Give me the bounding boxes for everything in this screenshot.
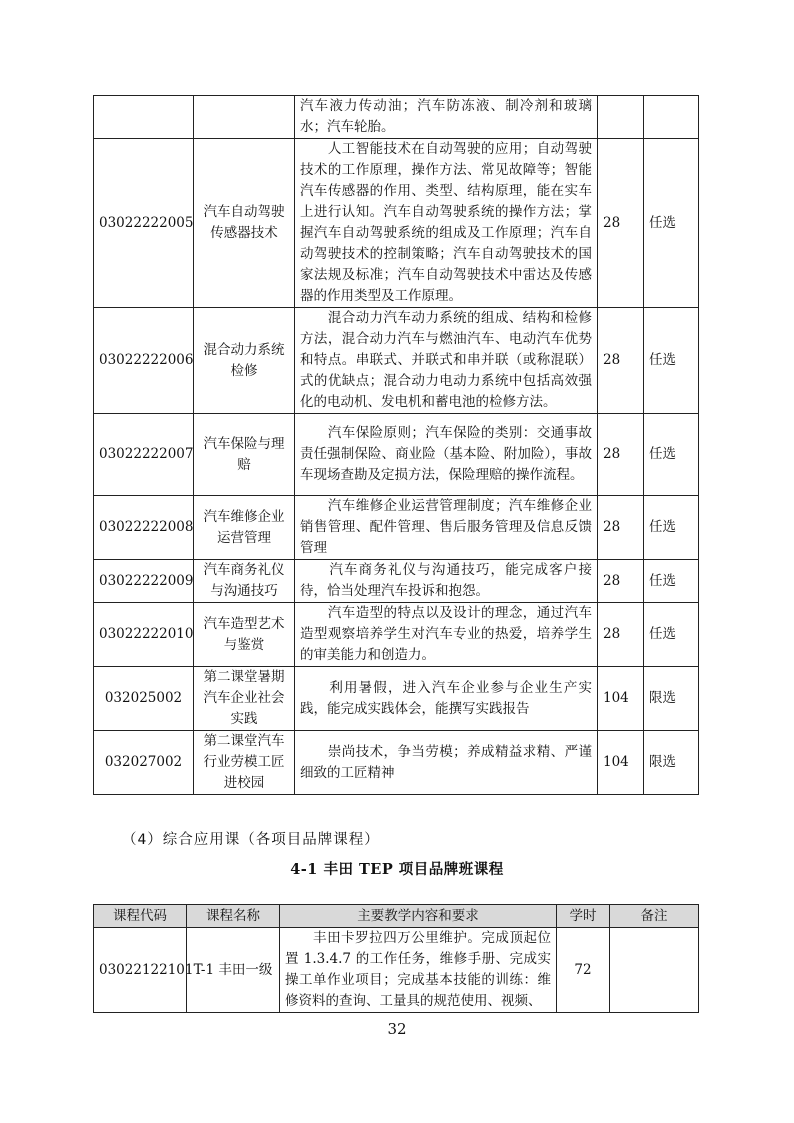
- course-hours: 28: [598, 603, 644, 667]
- course-content: 混合动力汽车动力系统的组成、结构和检修方法，混合动力汽车与燃油汽车、电动汽车优势和特点。串联式、并联式和串并联（或称混联）式的优缺点；混合动力电动力系统中包括高效强化的电动机、发电机和蓄电池的检修方法。: [295, 308, 598, 414]
- course-name: 汽车商务礼仪与沟通技巧: [194, 560, 295, 603]
- course-note: [610, 928, 699, 1013]
- table-row: [94, 603, 699, 667]
- table-row: [94, 414, 699, 496]
- course-content: 崇尚技术，争当劳模；养成精益求精、严谨细致的工匠精神: [295, 731, 598, 795]
- table-row: [94, 308, 699, 414]
- course-code: 03022222006: [94, 308, 194, 414]
- course-name: 第二课堂暑期汽车企业社会实践: [194, 667, 295, 731]
- course-code: 032025002: [94, 667, 194, 731]
- tep-course-table: [93, 904, 699, 1013]
- course-code: 032027002: [94, 731, 194, 795]
- course-hours: 28: [598, 139, 644, 308]
- table-row: [94, 139, 699, 308]
- course-code: 03022122101: [94, 928, 187, 1013]
- column-header: 主要教学内容和要求: [280, 905, 557, 928]
- course-name: 汽车自动驾驶传感器技术: [194, 139, 295, 308]
- course-code: 03022222010: [94, 603, 194, 667]
- course-content: 汽车造型的特点以及设计的理念，通过汽车造型观察培养学生对汽车专业的热爱，培养学生的审美能力和创造力。: [295, 603, 598, 667]
- course-name: 汽车维修企业运营管理: [194, 496, 295, 560]
- table-row: [94, 560, 699, 603]
- table-row: [94, 731, 699, 795]
- page-number: 32: [387, 1020, 407, 1038]
- course-hours: [598, 96, 644, 139]
- column-header: 学时: [557, 905, 610, 928]
- column-header: 备注: [610, 905, 699, 928]
- course-code: 03022222008: [94, 496, 194, 560]
- course-hours: 104: [598, 667, 644, 731]
- course-name: 混合动力系统检修: [194, 308, 295, 414]
- course-name: T-1 丰田一级: [187, 928, 280, 1013]
- column-header: 课程代码: [94, 905, 187, 928]
- course-content: 汽车保险原则；汽车保险的类别：交通事故责任强制保险、商业险（基本险、附加险），事故车现场查勘及定损方法，保险理赔的操作流程。: [295, 414, 598, 496]
- course-content: 汽车液力传动油；汽车防冻液、制冷剂和玻璃水；汽车轮胎。: [295, 96, 598, 139]
- course-code: 03022222005: [94, 139, 194, 308]
- table-row: [94, 667, 699, 731]
- section-heading: （4）综合应用课（各项目品牌课程）: [122, 832, 380, 848]
- table-header-row: [94, 905, 699, 928]
- course-type: 任选: [644, 308, 699, 414]
- course-content: 人工智能技术在自动驾驶的应用；自动驾驶技术的工作原理，操作方法、常见故障等；智能汽车传感器的作用、类型、结构原理，能在实车上进行认知。汽车自动驾驶系统的操作方法；掌握汽车自动驾驶系统的组成及工作原理；汽车自动驾驶技术的控制策略；汽车自动驾驶技术的国家法规及标准；汽车自动驾驶技术中雷达及传感器的作用类型及工作原理。: [295, 139, 598, 308]
- column-header: 课程名称: [187, 905, 280, 928]
- course-name: 第二课堂汽车行业劳模工匠进校园: [194, 731, 295, 795]
- course-type: 任选: [644, 139, 699, 308]
- course-content: 汽车维修企业运营管理制度；汽车维修企业销售管理、配件管理、售后服务管理及信息反馈管理: [295, 496, 598, 560]
- course-code: [94, 96, 194, 139]
- course-name: 汽车造型艺术与鉴赏: [194, 603, 295, 667]
- course-content: 汽车商务礼仪与沟通技巧，能完成客户接待，恰当处理汽车投诉和抱怨。: [295, 560, 598, 603]
- course-type: 任选: [644, 603, 699, 667]
- course-hours: 28: [598, 308, 644, 414]
- course-name: [194, 96, 295, 139]
- course-type: 任选: [644, 496, 699, 560]
- table-title: 4-1 丰田 TEP 项目品牌班课程: [290, 861, 504, 878]
- table-row: [94, 96, 699, 139]
- course-content: 利用暑假，进入汽车企业参与企业生产实践，能完成实践体会，能撰写实践报告: [295, 667, 598, 731]
- course-code: 03022222009: [94, 560, 194, 603]
- course-hours: 104: [598, 731, 644, 795]
- course-name: 汽车保险与理赔: [194, 414, 295, 496]
- course-type: 任选: [644, 414, 699, 496]
- course-type: 限选: [644, 667, 699, 731]
- elective-course-table: [93, 95, 699, 795]
- table-row: [94, 496, 699, 560]
- course-hours: 28: [598, 560, 644, 603]
- course-code: 03022222007: [94, 414, 194, 496]
- table-row: [94, 928, 699, 1013]
- course-type: 限选: [644, 731, 699, 795]
- course-hours: 28: [598, 496, 644, 560]
- course-hours: 28: [598, 414, 644, 496]
- course-type: 任选: [644, 560, 699, 603]
- course-hours: 72: [557, 928, 610, 1013]
- course-content: 丰田卡罗拉四万公里维护。完成顶起位置 1.3.4.7 的工作任务，维修手册、完成实操工单作业项目；完成基本技能的训练：维修资料的查询、工量具的规范使用、视频、: [280, 928, 557, 1013]
- course-type: [644, 96, 699, 139]
